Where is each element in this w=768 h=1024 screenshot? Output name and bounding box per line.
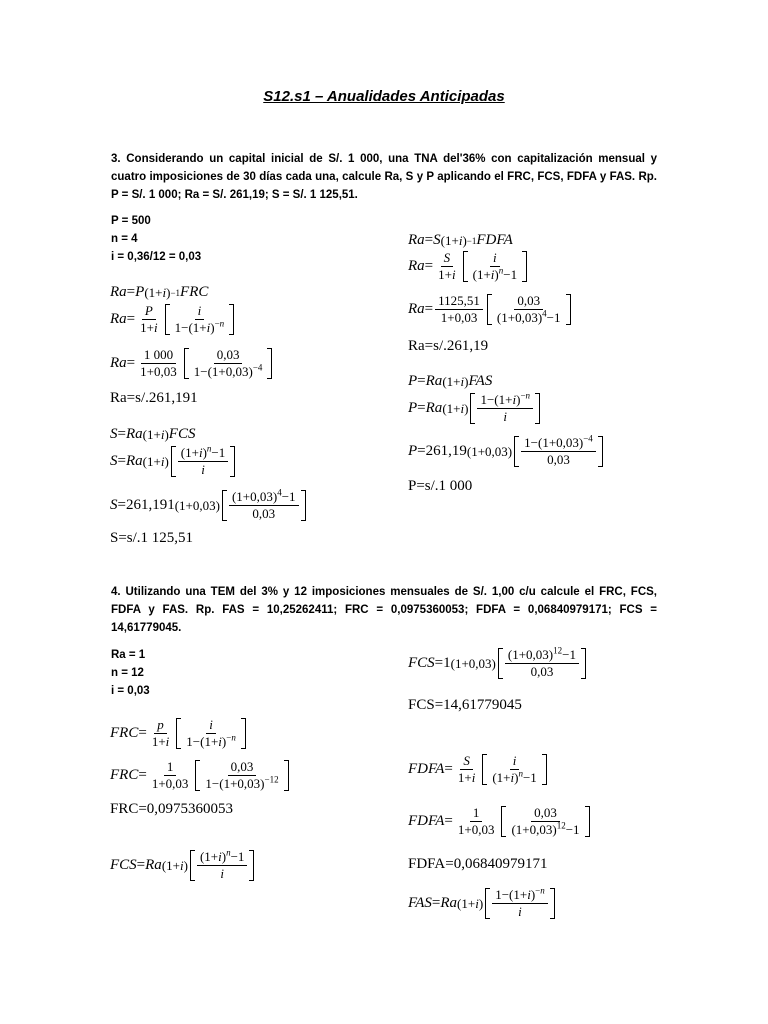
equation-s-fcs-formula: S = Ra (1+i) $\frac{(1+i)^n-1}{i}$: [110, 446, 237, 477]
result-p-fas: P=s/.1 000: [408, 478, 473, 494]
equation-p-fas-substituted: P = 261,19 (1+0,03) $\frac{1-(1+0,03)^{-4}}{0,03}$: [408, 436, 605, 467]
result-fcs: FCS=14,61779045: [408, 697, 522, 713]
given-line: i = 0,36/12 = 0,03: [111, 251, 202, 263]
result-ra-fdfa: Ra=s/.261,19: [408, 338, 489, 354]
equation-ra-fdfa-substituted: Ra = $\frac{1125,51}{1+0,03}$ $\frac{0,03}{(1+0,03)^4-1}$: [408, 294, 573, 325]
denominator: 0,03: [530, 664, 554, 679]
equation-ra-frc-substituted: Ra = $\frac{1 000}{1+0,03}$ $\frac{0,03}{1-(1+0,03)^{-4}}$: [110, 348, 274, 379]
given-line: n = 12: [111, 667, 144, 679]
numerator: 0,03: [514, 294, 543, 310]
numerator: 1 000: [141, 348, 176, 364]
given-line: i = 0,03: [111, 685, 150, 697]
result-s-fcs: S=s/.1 125,51: [110, 530, 194, 546]
result-fdfa: FDFA=0,06840979171: [408, 856, 548, 872]
equation-fas-def: FAS = Ra (1+i) $\frac{1-(1+i)^{-n}}{i}$: [408, 888, 557, 919]
result-frc: FRC=0,0975360053: [110, 801, 234, 817]
equation-frc-formula: FRC = $\frac{p}{1+i}$ $\frac{i}{1-(1+i)^{-n}}$: [110, 718, 248, 749]
equation-p-fas-def: P = Ra (1+i) FAS: [408, 373, 493, 389]
denominator: 1+0,03: [140, 364, 177, 379]
equation-p-fas-formula: P = Ra (1+i) $\frac{1-(1+i)^{-n}}{i}$: [408, 393, 542, 424]
given-line: Ra = 1: [111, 649, 146, 661]
numerator: 0,03: [228, 760, 257, 776]
equation-fcs-def: FCS = Ra (1+i) $\frac{(1+i)^n-1}{i}$: [110, 850, 256, 881]
numerator: 0,03: [531, 806, 560, 822]
numerator: 1: [164, 760, 177, 776]
equation-ra-fdfa-def: Ra = S (1+i) −1 FDFA: [408, 232, 513, 248]
equation-fdfa-substituted: FDFA = $\frac{1}{1+0,03}$ $\frac{0,03}{(1+0,03)^{12}-1}$: [408, 806, 592, 837]
problem-3-given: [111, 212, 201, 266]
result-ra-frc: Ra=s/.261,191: [110, 390, 198, 406]
equation-ra-frc-def: Ra = P (1+i) −1 FRC: [110, 284, 209, 300]
ra-value: 261,191: [125, 497, 175, 513]
given-line: P = 500: [111, 215, 151, 227]
equation-frc-substituted: FRC = $\frac{1}{1+0,03}$ $\frac{0,03}{1-(1+0,03)^{-12}}$: [110, 760, 291, 791]
ra-value: 261,19: [425, 443, 467, 459]
equation-fdfa-formula: FDFA = $\frac{S}{1+i}$ $\frac{i}{(1+i)^n-1}$: [408, 754, 549, 785]
denominator: 0,03: [547, 452, 570, 467]
given-line: n = 4: [111, 233, 138, 245]
denominator: 0,03: [252, 506, 276, 521]
equation-ra-fdfa-formula: Ra = $\frac{S}{1+i}$ $\frac{i}{(1+i)^n-1}$: [408, 251, 529, 282]
equation-fcs-substituted: FCS =1 (1+0,03) $\frac{(1+0,03)^{12}-1}{0,03}$: [408, 648, 588, 679]
equation-s-fcs-def: S = Ra (1+i) FCS: [110, 426, 196, 442]
equation-s-fcs-substituted: S = 261,191 (1+0,03) $\frac{(1+0,03)^4-1}{0,03}$: [110, 490, 308, 521]
problem-4-statement: 4. Utilizando una TEM del 3% y 12 imposiciones mensuales de S/. 1,00 c/u calcule el FRC, FCS, FDFA y FAS. Rp. FAS = 10,25262411; FRC = 0,0975360053; FDFA = 0,06840979171; FCS = 14,61779045.: [111, 586, 657, 634]
problem-4-given: [111, 646, 150, 700]
numerator: 0,03: [214, 348, 243, 364]
problem-3-statement: 3. Considerando un capital inicial de S/. 1 000, una TNA del'36% con capitalización mensual y cuatro imposiciones de 30 días cada una, calcule Ra, S y P aplicando el FRC, FCS, FDFA y FAS. Rp. P = S/. 1 000; Ra = S/. 261,19; S = S/. 1 125,51.: [111, 153, 657, 201]
page-title: S12.s1 – Anualidades Anticipadas: [263, 88, 505, 105]
equation-ra-frc-formula: Ra = $\frac{P}{1+i}$ $\frac{i}{1-(1+i)^{-n}}$: [110, 304, 236, 335]
numerator: 1125,51: [435, 294, 483, 310]
denominator: 1+0,03: [440, 310, 478, 325]
